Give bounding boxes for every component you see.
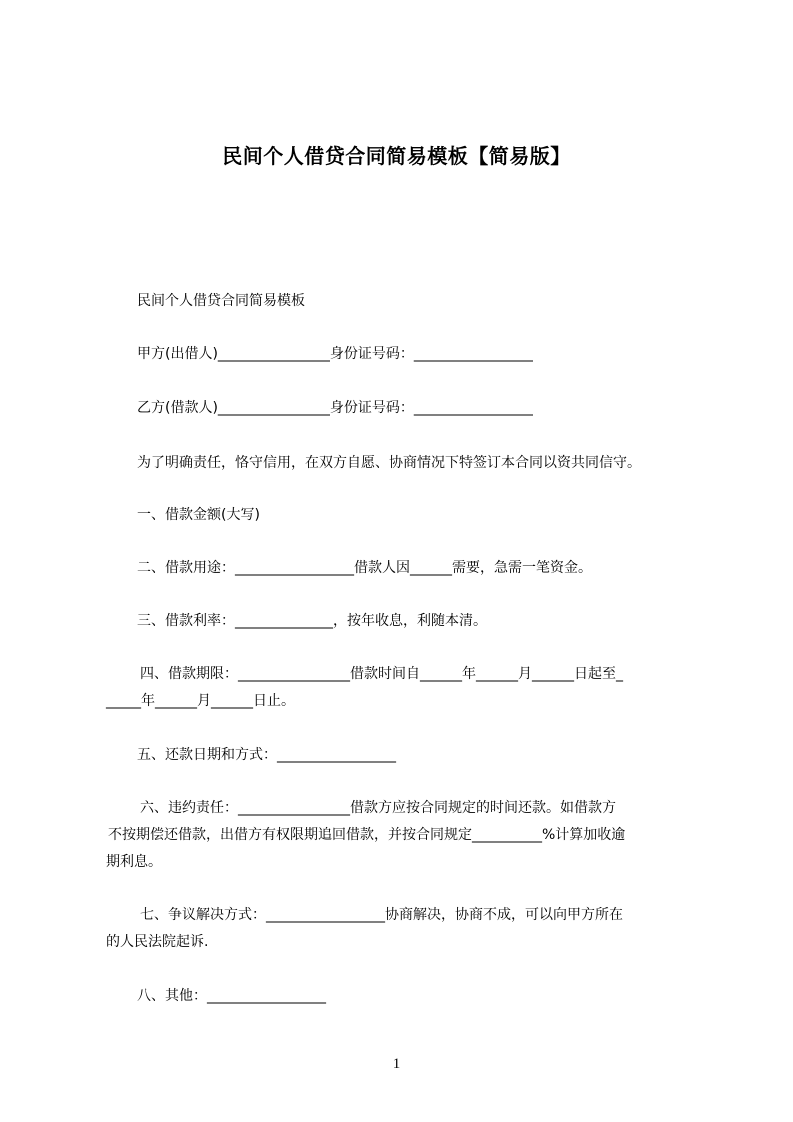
clause-4-loan-term-line-2: _____年______月______日止。 xyxy=(106,693,295,709)
clause-8-other: 八、其他：_________________ xyxy=(137,988,326,1004)
party-a-line: 甲方(出借人)________________身份证号码：_________________ xyxy=(137,346,533,362)
clause-1-loan-amount: 一、借款金额(大写) xyxy=(137,507,260,523)
subtitle: 民间个人借贷合同简易模板 xyxy=(137,293,305,309)
clause-6-liability-line-2: 不按期偿还借款，出借方有权限期追回借款，并按合同规定__________%计算加收逾 xyxy=(108,827,626,843)
clause-7-dispute-line-1: 七、争议解决方式：_________________协商解决，协商不成，可以向甲方所在 xyxy=(140,907,623,923)
document-title: 民间个人借贷合同简易模板【简易版】 xyxy=(222,144,571,168)
clause-3-interest-rate: 三、借款利率：______________，按年收息，利随本清。 xyxy=(137,613,487,629)
clause-2-loan-purpose: 二、借款用途：_________________借款人因______需要，急需一笔资金。 xyxy=(137,560,592,576)
clause-7-dispute-line-2: 的人民法院起诉. xyxy=(106,934,209,950)
clause-6-liability-line-3: 期利息。 xyxy=(106,854,162,870)
intro-paragraph: 为了明确责任，恪守信用，在双方自愿、协商情况下特签订本合同以资共同信守。 xyxy=(137,455,641,471)
page-number: 1 xyxy=(392,1056,401,1072)
clause-4-loan-term-line-1: 四、借款期限：________________借款时间自______年______月______日起至_ xyxy=(140,666,623,682)
clause-5-repayment: 五、还款日期和方式：_________________ xyxy=(137,747,396,763)
clause-6-liability-line-1: 六、违约责任：________________借款方应按合同规定的时间还款。如借款方 xyxy=(140,800,616,816)
party-b-line: 乙方(借款人)________________身份证号码：_________________ xyxy=(137,400,533,416)
